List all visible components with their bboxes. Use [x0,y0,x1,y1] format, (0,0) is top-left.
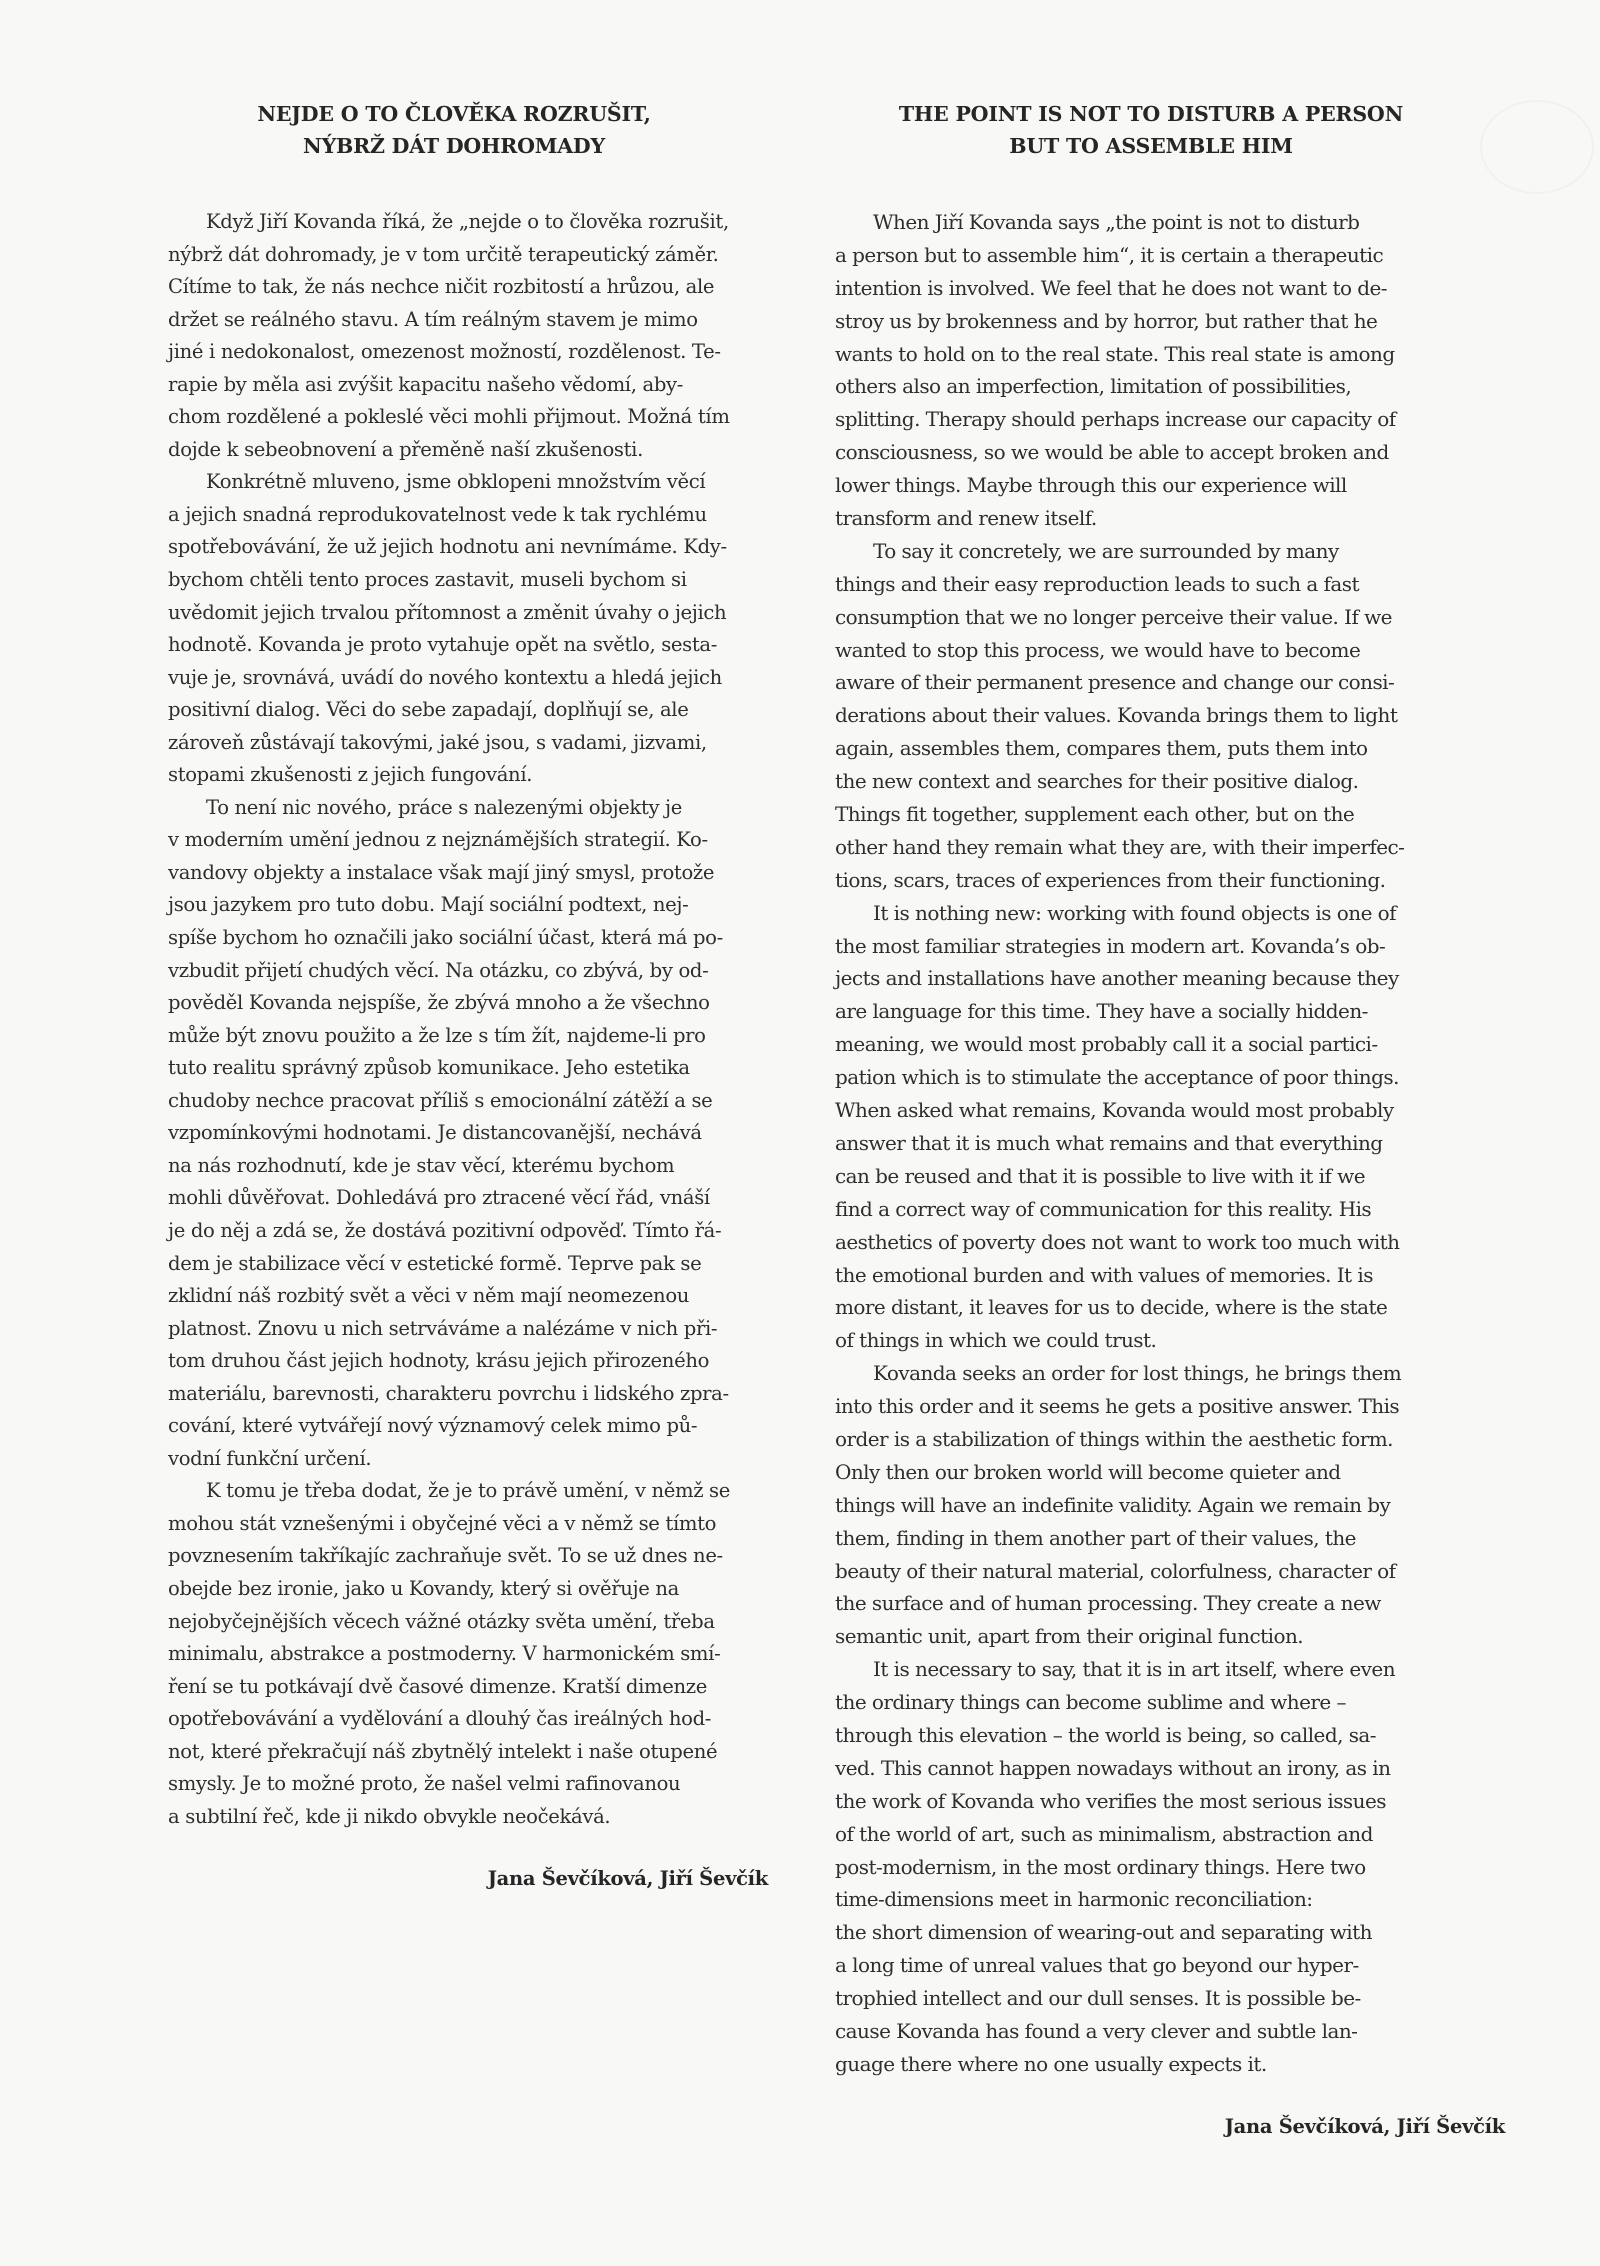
text-line: opotřebovávání a vydělování a dlouhý čas ireálných hod- [168,1707,712,1731]
text-line: tom druhou část jejich hodnoty, krásu jejich přirozeného [168,1349,710,1373]
text-line: minimalu, abstrakce a postmoderny. V harmonickém smí- [168,1642,721,1666]
text-line: Only then our broken world will become quieter and [835,1459,1341,1484]
text-line: meaning, we would most probably call it a social partici- [835,1032,1378,1057]
text-line: chom rozdělené a pokleslé věci mohli přijmout. Možná tím [168,405,730,429]
text-line: bychom chtěli tento proces zastavit, museli bychom si [168,568,687,592]
text-line: na nás rozhodnutí, kde je stav věcí, kterému bychom [168,1153,675,1177]
text-line: are language for this time. They have a socially hidden- [835,999,1368,1024]
text-line: vzpomínkovými hodnotami. Je distancovanější, nechává [168,1121,702,1145]
text-line: beauty of their natural material, colorfulness, character of [835,1558,1396,1583]
english-body [835,206,1505,2081]
text-line: more distant, it leaves for us to decide, where is the state [835,1295,1388,1320]
text-line: pověděl Kovanda nejspíše, že zbývá mnoho a že všechno [168,991,710,1015]
text-line: When Jiří Kovanda says „the point is not to disturb [873,210,1360,234]
text-line: the new context and searches for their positive dialog. [835,769,1359,794]
text-line: vandovy objekty a instalace však mají jiný smysl, protože [168,860,715,884]
text-line: of things in which we could trust. [835,1328,1157,1353]
text-line: the emotional burden and with values of memories. It is [835,1262,1373,1287]
text-line: stroy us by brokenness and by horror, but rather that he [835,308,1378,333]
text-line: dojde k sebeobnovení a přeměně naší zkušenosti. [168,437,643,461]
text-line: through this elevation – the world is being, so called, sa- [835,1722,1377,1747]
text-line: cování, které vytvářejí nový významový celek mimo pů- [168,1414,698,1438]
text-line: chudoby nechce pracovat příliš s emocionální zátěží a se [168,1088,713,1112]
text-line: držet se reálného stavu. A tím reálným stavem je mimo [168,307,698,331]
text-line: the most familiar strategies in modern art. Kovanda’s ob- [835,933,1386,958]
text-line: time-dimensions meet in harmonic reconciliation: [835,1887,1313,1912]
text-line: obejde bez ironie, jako u Kovandy, který si ověřuje na [168,1576,679,1600]
text-line: a long time of unreal values that go beyond our hyper- [835,1953,1359,1978]
text-line: It is nothing new: working with found objects is one of [873,900,1397,925]
text-line: tuto realitu správný způsob komunikace. Jeho estetika [168,1056,690,1080]
text-line: consumption that we no longer perceive their value. If we [835,604,1392,629]
text-line: vzbudit přijetí chudých věcí. Na otázku, co zbývá, by od- [168,958,709,982]
text-line: K tomu je třeba dodat, že je to právě umění, v němž se [206,1479,731,1503]
text-line: Kovanda seeks an order for lost things, he brings them [873,1361,1402,1386]
text-line: povznesením takříkajíc zachraňuje svět. To se už dnes ne- [168,1544,723,1568]
text-line: others also an imperfection, limitation of possibilities, [835,374,1352,399]
text-line: again, assembles them, compares them, puts them into [835,736,1368,761]
text-line: wanted to stop this process, we would have to become [835,637,1361,662]
text-line: nejobyčejnějších věcech vážné otázky světa umění, třeba [168,1609,715,1633]
text-line: hodnotě. Kovanda je proto vytahuje opět na světlo, sesta- [168,633,717,657]
text-line: uvědomit jejich trvalou přítomnost a změnit úvahy o jejich [168,600,727,624]
czech-title-line-1: NEJDE O TO ČLOVĚKA ROZRUŠIT, [257,102,651,126]
text-line: things and their easy reproduction leads to such a fast [835,571,1359,596]
czech-column [168,98,768,1890]
text-line: Konkrétně mluveno, jsme obklopeni množstvím věcí [206,470,706,494]
text-line: zklidní náš rozbitý svět a věci v něm mají neomezenou [168,1284,690,1308]
text-line: splitting. Therapy should perhaps increase our capacity of [835,407,1396,432]
text-line: lower things. Maybe through this our experience will [835,473,1347,498]
text-line: a person but to assemble him“, it is certain a therapeutic [835,242,1384,267]
czech-body [168,206,768,1833]
text-line: nýbrž dát dohromady, je v tom určitě terapeutický záměr. [168,242,719,266]
text-line: stopami zkušenosti z jejich fungování. [168,763,533,787]
text-line: spotřebovávání, že už jejich hodnotu ani nevnímáme. Kdy- [168,535,727,559]
text-line: It is necessary to say, that it is in art itself, where even [873,1657,1396,1682]
text-line: dem je stabilizace věcí v estetické formě. Teprve pak se [168,1251,702,1275]
text-line: them, finding in them another part of their values, the [835,1525,1356,1550]
text-line: jects and installations have another meaning because they [835,966,1399,991]
text-line: To say it concretely, we are surrounded by many [873,538,1339,563]
text-line: spíše bychom ho označili jako sociální účast, která má po- [168,926,723,950]
text-line: semantic unit, apart from their original function. [835,1624,1304,1649]
text-line: the short dimension of wearing-out and separating with [835,1920,1372,1945]
text-line: answer that it is much what remains and that everything [835,1130,1383,1155]
english-title-line-1: THE POINT IS NOT TO DISTURB A PERSON [898,102,1404,126]
text-line: into this order and it seems he gets a positive answer. This [835,1394,1400,1419]
text-line: trophied intellect and our dull senses. It is possible be- [835,1986,1361,2011]
text-line: derations about their values. Kovanda brings them to light [835,703,1398,728]
text-line: Cítíme to tak, že nás nechce ničit rozbitostí a hrůzou, ale [168,275,715,299]
text-line: Když Jiří Kovanda říká, že „nejde o to člověka rozrušit, [206,210,729,233]
text-line: order is a stabilization of things within the aesthetic form. [835,1426,1393,1451]
text-line: To není nic nového, práce s nalezenými objekty je [206,795,683,819]
czech-signature: Jana Ševčíková, Jiří Ševčík [487,1867,768,1891]
english-column [835,98,1505,2138]
text-line: v moderním umění jednou z nejznámějších strategií. Ko- [168,828,708,852]
text-line: ved. This cannot happen nowadays without an irony, as in [835,1755,1391,1780]
text-line: mohli důvěřovat. Dohledává pro ztracené věcí řád, vnáší [168,1186,710,1210]
text-line: vuje je, srovnává, uvádí do nového kontextu a hledá jejich [168,665,722,689]
text-line: vodní funkční určení. [168,1446,372,1470]
czech-title [168,98,768,162]
text-line: smysly. Je to možné proto, že našel velmi rafinovanou [168,1772,681,1796]
text-line: rapie by měla asi zvýšit kapacitu našeho vědomí, aby- [168,372,683,396]
text-line: of the world of art, such as minimalism, abstraction and [835,1821,1373,1846]
text-line: může být znovu použito a že lze s tím žít, najdeme-li pro [168,1023,706,1047]
text-line: a jejich snadná reprodukovatelnost vede k tak rychlému [168,502,707,526]
text-line: transform and renew itself. [835,506,1097,531]
text-line: When asked what remains, Kovanda would most probably [835,1098,1394,1123]
text-line: aesthetics of poverty does not want to work too much with [835,1229,1400,1254]
text-line: other hand they remain what they are, with their imperfec- [835,834,1405,859]
text-line: platnost. Znovu u nich setrváváme a nalézáme v nich při- [168,1316,718,1340]
text-line: can be reused and that it is possible to live with it if we [835,1163,1366,1188]
czech-title-line-2: NÝBRŽ DÁT DOHROMADY [303,134,605,158]
text-line: zároveň zůstávají takovými, jaké jsou, s vadami, jizvami, [168,730,707,754]
text-line: wants to hold on to the real state. This real state is among [835,341,1395,366]
text-line: jiné i nedokonalost, omezenost možností, rozdělenost. Te- [168,340,721,364]
text-line: the surface and of human processing. They create a new [835,1591,1381,1616]
text-line: materiálu, barevnosti, charakteru povrchu i lidského zpra- [168,1381,729,1405]
text-line: the ordinary things can become sublime and where – [835,1690,1346,1715]
text-line: not, které překračují náš zbytnělý intelekt i naše otupené [168,1739,718,1763]
text-line: je do něj a zdá se, že dostává pozitivní odpověď. Tímto řá- [168,1218,722,1242]
english-title-line-2: BUT TO ASSEMBLE HIM [1009,134,1293,158]
text-line: guage there where no one usually expects it. [835,2051,1267,2076]
text-line: post-modernism, in the most ordinary things. Here two [835,1854,1366,1879]
text-line: ření se tu potkávají dvě časové dimenze. Kratší dimenze [168,1674,707,1698]
english-signature: Jana Ševčíková, Jiří Ševčík [1224,2114,1505,2138]
text-line: the work of Kovanda who verifies the most serious issues [835,1788,1386,1813]
text-line: aware of their permanent presence and change our consi- [835,670,1395,695]
text-line: pation which is to stimulate the acceptance of poor things. [835,1065,1399,1090]
text-line: intention is involved. We feel that he does not want to de- [835,275,1388,300]
english-title [835,98,1505,162]
text-line: a subtilní řeč, kde ji nikdo obvykle neočekává. [168,1804,611,1828]
text-line: consciousness, so we would be able to accept broken and [835,440,1389,465]
text-line: tions, scars, traces of experiences from their functioning. [835,867,1386,892]
text-line: find a correct way of communication for this reality. His [835,1196,1372,1221]
text-line: Things fit together, supplement each other, but on the [835,802,1355,827]
text-line: positivní dialog. Věci do sebe zapadají, doplňují se, ale [168,698,689,722]
text-line: jsou jazykem pro tuto dobu. Mají sociální podtext, nej- [168,893,689,917]
text-line: things will have an indefinite validity. Again we remain by [835,1492,1391,1517]
text-line: mohou stát vznešenými i obyčejné věci a v němž se tímto [168,1511,717,1535]
text-line: cause Kovanda has found a very clever and subtle lan- [835,2018,1358,2043]
